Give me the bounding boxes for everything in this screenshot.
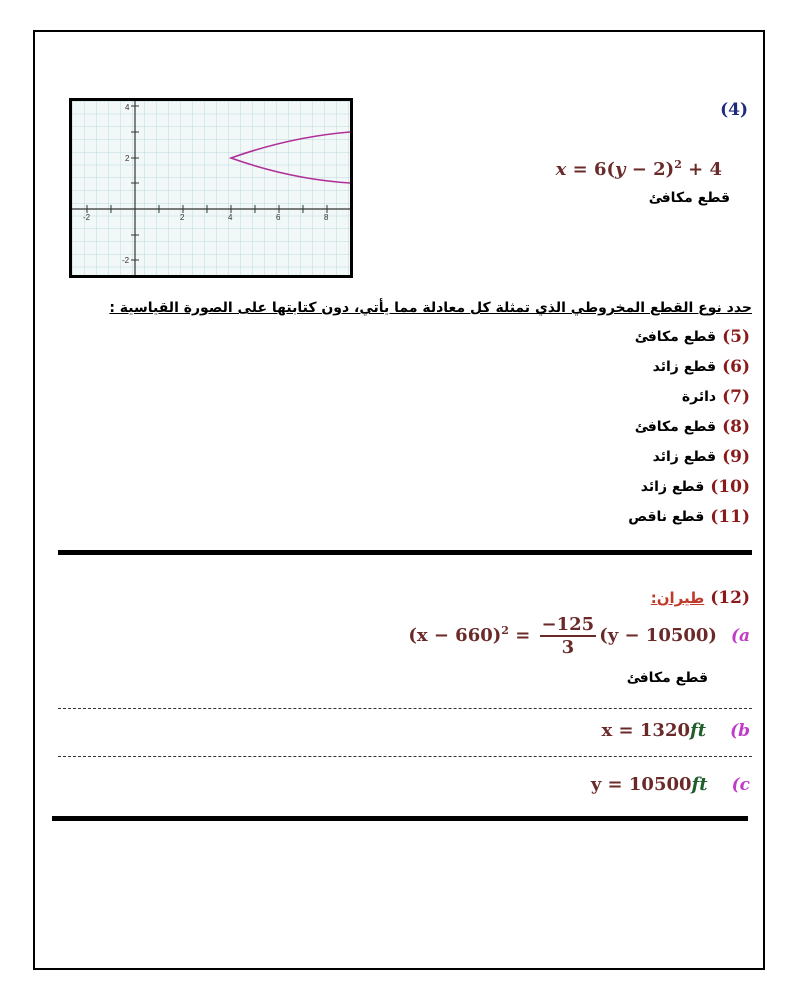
part-a-rhs: (y − 10500) xyxy=(599,625,717,646)
item-answer: قطع مكافئ xyxy=(634,419,717,435)
part-c-expr: y = 10500 xyxy=(590,774,692,795)
part-a-row xyxy=(408,614,750,658)
list-item xyxy=(628,507,750,527)
item-number: (10) xyxy=(710,477,750,497)
item-answer: قطع ناقص xyxy=(628,509,705,525)
list-item xyxy=(641,477,750,497)
item-answer: قطع زائد xyxy=(640,479,705,495)
item-number: (9) xyxy=(722,447,750,467)
y-tick-label: 4 xyxy=(125,103,130,112)
eq-var: y xyxy=(615,159,626,180)
part-b-unit: ft xyxy=(690,720,707,741)
problem-12-number: (12) xyxy=(710,588,750,608)
eq-shift: 2 xyxy=(653,159,666,180)
item-number: (11) xyxy=(710,507,750,527)
part-a-fraction xyxy=(540,614,597,658)
y-tick-label: 2 xyxy=(125,154,130,163)
problem-12-header xyxy=(651,588,750,608)
part-c-row xyxy=(591,774,750,795)
problem-4-equation: $x = 6(y - 2)^2 + 4$ xyxy=(555,158,722,180)
eq-power: 2 xyxy=(674,158,682,171)
eq-const: 4 xyxy=(709,159,722,180)
parabola-graph xyxy=(69,98,353,278)
eq-lhs: x xyxy=(555,159,567,180)
item-number: (8) xyxy=(722,417,750,437)
list-item xyxy=(635,417,750,437)
y-tick-label: -2 xyxy=(122,256,130,265)
part-a-power: 2 xyxy=(501,624,509,637)
instruction-text: حدد نوع القطع المخروطي الذي تمثلة كل معادلة مما يأتي، دون كتابتها على الصورة القياسية : xyxy=(109,300,752,316)
list-item xyxy=(653,357,750,377)
section-divider xyxy=(58,550,752,555)
part-b-expr: x = 1320 xyxy=(601,720,690,741)
eq-coef: 6 xyxy=(593,159,607,180)
part-b-expression xyxy=(602,720,707,741)
fraction-denominator: 3 xyxy=(561,637,575,658)
graph-svg xyxy=(72,101,350,275)
x-tick-label: 6 xyxy=(276,213,281,222)
problem-12-title: طيران: xyxy=(650,589,705,607)
x-tick-label: -2 xyxy=(83,213,91,222)
part-c-label: (c xyxy=(731,774,750,795)
item-number: (6) xyxy=(722,357,750,377)
item-answer: قطع زائد xyxy=(652,359,717,375)
dashed-divider xyxy=(58,756,752,757)
part-a-answer: قطع مكافئ xyxy=(626,670,708,686)
problem-4-answer: قطع مكافئ xyxy=(648,190,730,206)
x-tick-label: 4 xyxy=(228,213,233,222)
section-divider xyxy=(52,816,748,821)
item-answer: قطع زائد xyxy=(652,449,717,465)
part-a-lhs: (x − 660) xyxy=(408,625,502,646)
list-item xyxy=(635,327,750,347)
x-tick-label: 2 xyxy=(180,213,185,222)
part-a-equation: $(x - 660)^2$ = $\frac{-125}{3}$ (y − 10500) xyxy=(408,614,717,658)
part-b-row xyxy=(602,720,750,741)
item-answer: قطع مكافئ xyxy=(634,329,717,345)
list-item xyxy=(682,387,750,407)
dashed-divider xyxy=(58,708,752,709)
part-b-label: (b xyxy=(730,720,750,741)
part-c-unit: ft xyxy=(691,774,708,795)
item-number: (5) xyxy=(722,327,750,347)
x-tick-label: 8 xyxy=(324,213,329,222)
part-a-label: (a xyxy=(730,626,750,646)
list-item xyxy=(653,447,750,467)
item-answer: دائرة xyxy=(681,389,717,405)
problem-4-number: (4) xyxy=(720,100,748,120)
fraction-numerator: −125 xyxy=(541,614,595,635)
item-number: (7) xyxy=(722,387,750,407)
part-c-expression xyxy=(591,774,708,795)
graph-grid xyxy=(72,101,350,275)
